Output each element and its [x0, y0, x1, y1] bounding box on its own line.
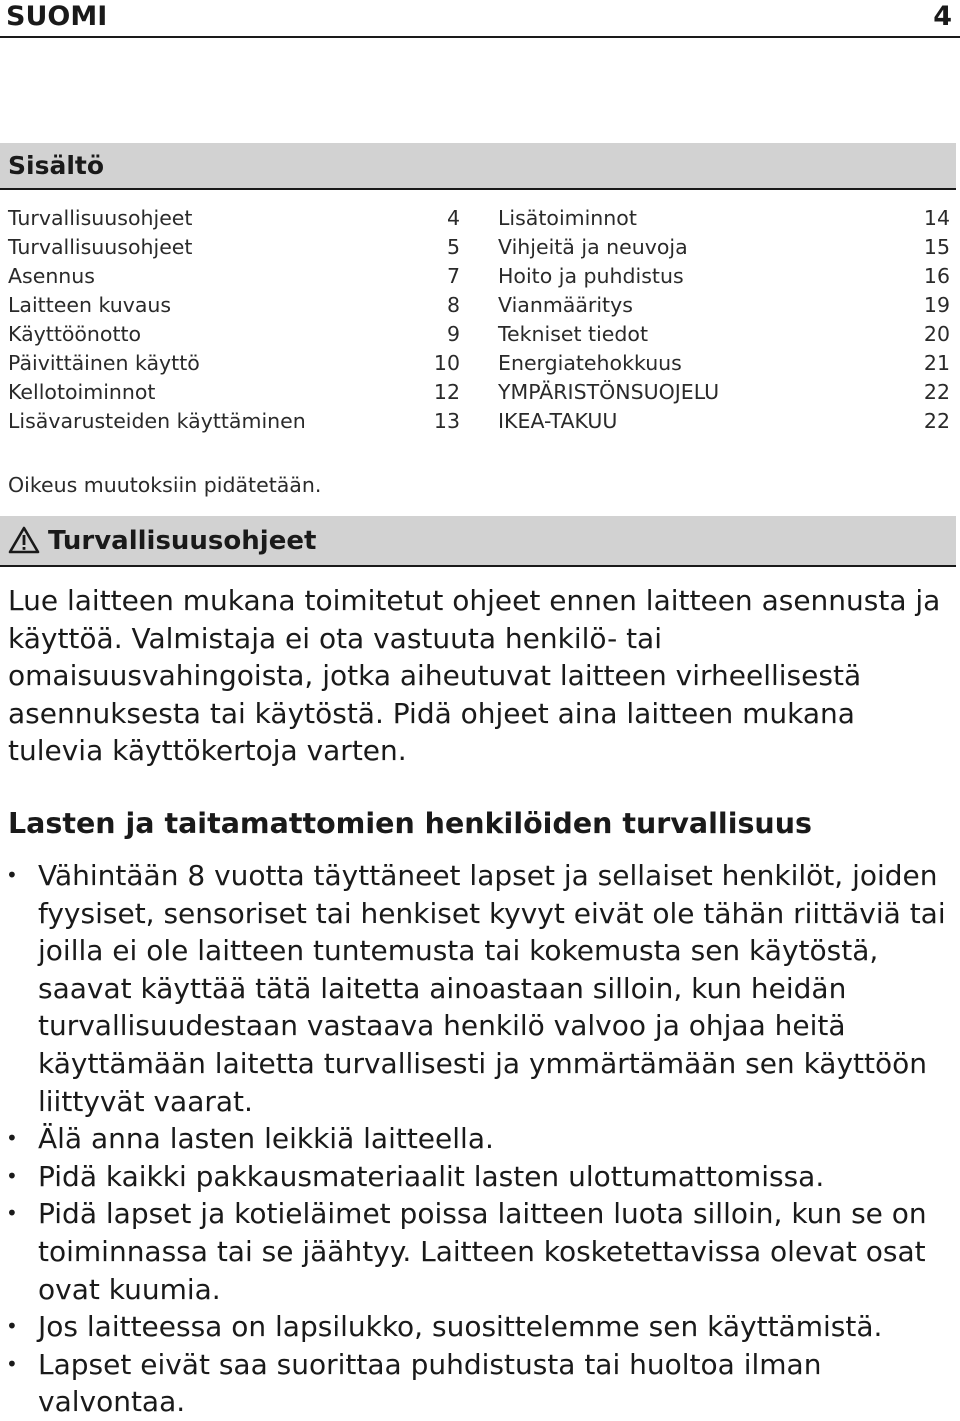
- toc-entry-page: 8: [446, 293, 460, 317]
- toc-entry-label: IKEA-TAKUU: [498, 409, 618, 433]
- toc-title: Sisältö: [8, 151, 105, 180]
- toc-entry-page: 5: [446, 235, 460, 259]
- list-item-text: Pidä kaikki pakkausmateriaalit lasten ulottumattomissa.: [38, 1159, 825, 1193]
- toc-entry[interactable]: [8, 349, 460, 378]
- child-safety-title: Lasten ja taitamattomien henkilöiden turvallisuus: [8, 807, 812, 840]
- bullet-icon: •: [6, 1314, 18, 1339]
- toc-entry-page: 20: [923, 322, 950, 346]
- bullet-icon: •: [6, 1126, 18, 1151]
- rights-notice: Oikeus muutoksiin pidätetään.: [8, 473, 322, 497]
- toc-entry-page: 10: [433, 351, 460, 375]
- toc-entry-page: 14: [923, 206, 950, 230]
- child-safety-list: [0, 857, 950, 1421]
- list-item: [0, 1120, 950, 1158]
- toc-entry-label: Turvallisuusohjeet: [8, 206, 193, 230]
- toc-entry[interactable]: [498, 204, 950, 233]
- list-item-text: Älä anna lasten leikkiä laitteella.: [38, 1122, 494, 1156]
- toc-entry-label: Laitteen kuvaus: [8, 293, 172, 317]
- warning-triangle-icon: [8, 526, 40, 554]
- list-item-text: Jos laitteessa on lapsilukko, suosittelemme sen käyttämistä.: [38, 1310, 883, 1344]
- toc-entry[interactable]: [498, 320, 950, 349]
- bullet-icon: •: [6, 1351, 18, 1376]
- toc-entry-label: Päivittäinen käyttö: [8, 351, 200, 375]
- toc-entry-page: 21: [923, 351, 950, 375]
- toc-entry[interactable]: [8, 320, 460, 349]
- toc-entry-label: Asennus: [8, 264, 95, 288]
- toc-entry-label: Turvallisuusohjeet: [8, 235, 193, 259]
- toc-entry-label: Kellotoiminnot: [8, 380, 156, 404]
- safety-title: Turvallisuusohjeet: [48, 526, 317, 556]
- toc-entry[interactable]: [498, 407, 950, 436]
- list-item-text: Lapset eivät saa suorittaa puhdistusta tai huoltoa ilman valvontaa.: [38, 1347, 822, 1419]
- toc-right-column: [498, 204, 950, 436]
- toc-entry-label: Vihjeitä ja neuvoja: [498, 235, 688, 259]
- page-header: [0, 0, 960, 38]
- list-item: [0, 857, 950, 1120]
- toc-entry[interactable]: [498, 262, 950, 291]
- list-item: [0, 1308, 950, 1346]
- list-item: [0, 1158, 950, 1196]
- safety-heading-band: [0, 516, 956, 567]
- toc-entry-page: 22: [923, 409, 950, 433]
- toc-entry[interactable]: [498, 291, 950, 320]
- bullet-icon: •: [6, 1163, 18, 1188]
- list-item: [0, 1195, 950, 1308]
- toc-entry-page: 4: [446, 206, 460, 230]
- toc-entry-label: Lisävarusteiden käyttäminen: [8, 409, 306, 433]
- toc-entry-label: YMPÄRISTÖNSUOJELU: [498, 380, 720, 404]
- toc-entry[interactable]: [8, 262, 460, 291]
- toc-entry[interactable]: [8, 204, 460, 233]
- toc-entry-page: 13: [433, 409, 460, 433]
- toc-entry-page: 12: [433, 380, 460, 404]
- toc-entry-page: 7: [446, 264, 460, 288]
- language-label: SUOMI: [6, 1, 108, 32]
- bullet-icon: •: [6, 1201, 18, 1226]
- toc-entry-label: Tekniset tiedot: [498, 322, 648, 346]
- list-item-text: Vähintään 8 vuotta täyttäneet lapset ja sellaiset henkilöt, joiden fyysiset, sensoriset tai henkiset kyvyt eivät ole tähän riittäviä tai joilla ei ole laitteen tuntemusta tai kokemusta sen käytöstä, saavat käyttää tätä laitetta ainoastaan silloin, kun heidän turvallisuudestaan vastaava henkilö valvoo ja ohjaa heitä käyttämään laitetta turvallisesti ja ymmärtämään sen käyttöön liittyvät vaarat.: [38, 859, 946, 1118]
- toc-entry[interactable]: [498, 233, 950, 262]
- safety-intro-paragraph: Lue laitteen mukana toimitetut ohjeet ennen laitteen asennusta ja käyttöä. Valmistaja ei ota vastuuta henkilö- tai omaisuusvahingoista, jotka aiheutuvat laitteen virheellisestä asennuksesta tai käytöstä. Pidä ohjeet aina laitteen mukana tulevia käyttökertoja varten.: [8, 584, 941, 768]
- toc-entry-label: Energiatehokkuus: [498, 351, 682, 375]
- toc-heading-band: [0, 143, 956, 190]
- toc-entry[interactable]: [8, 233, 460, 262]
- toc-entry-page: 22: [923, 380, 950, 404]
- toc-left-column: [8, 204, 460, 436]
- list-item-text: Pidä lapset ja kotieläimet poissa laitteen luota silloin, kun se on toiminnassa tai se jäähtyy. Laitteen kosketettavissa olevat osat ovat kuumia.: [38, 1197, 927, 1306]
- toc-entry-page: 15: [923, 235, 950, 259]
- bullet-icon: •: [6, 863, 18, 887]
- toc-entry-label: Vianmääritys: [498, 293, 633, 317]
- toc-entry[interactable]: [8, 407, 460, 436]
- toc-entry-page: 16: [923, 264, 950, 288]
- toc-entry-label: Lisätoiminnot: [498, 206, 637, 230]
- toc-entry[interactable]: [498, 349, 950, 378]
- toc-entry-label: Käyttöönotto: [8, 322, 142, 346]
- toc-entry[interactable]: [8, 291, 460, 320]
- toc-entry-page: 19: [923, 293, 950, 317]
- toc-entry-page: 9: [446, 322, 460, 346]
- toc-entry[interactable]: [498, 378, 950, 407]
- page-number: 4: [933, 1, 952, 32]
- list-item: [0, 1346, 950, 1421]
- toc-entry-label: Hoito ja puhdistus: [498, 264, 684, 288]
- toc-entry[interactable]: [8, 378, 460, 407]
